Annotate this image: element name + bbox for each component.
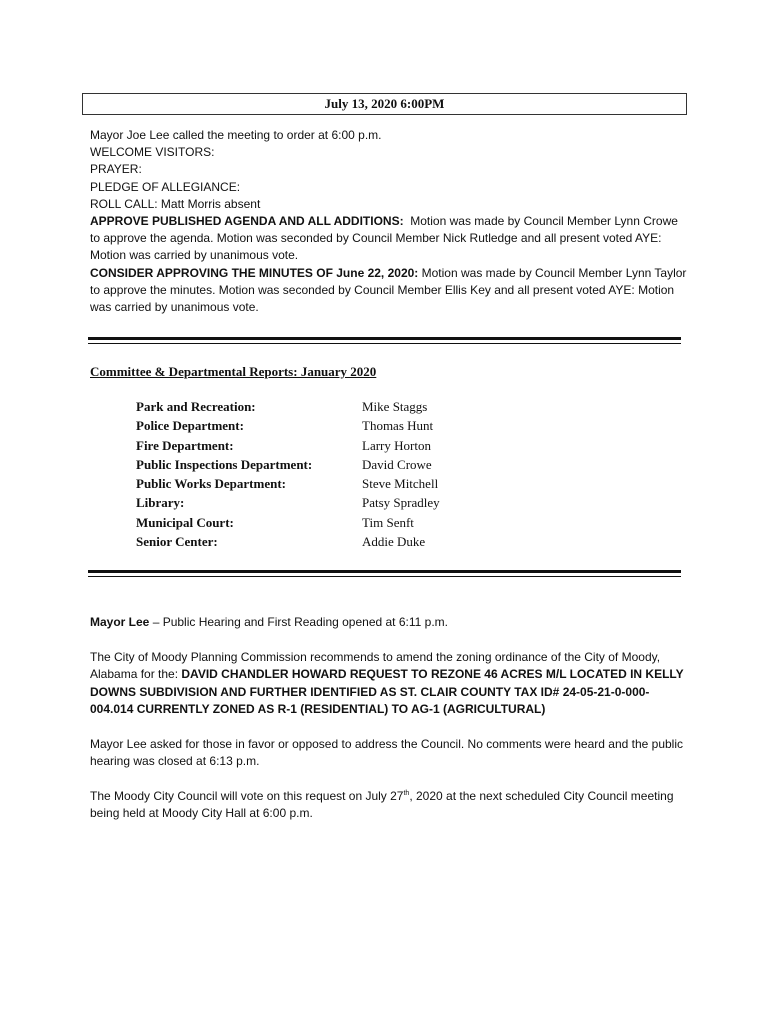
department-name: Public Inspections Department:	[136, 456, 313, 472]
reports-title: Committee & Departmental Reports: January 2020	[90, 364, 377, 379]
section-divider-bottom	[88, 570, 681, 577]
call-to-order: Mayor Joe Lee called the meeting to order at 6:00 p.m.	[90, 128, 382, 142]
public-hearing-section	[90, 614, 690, 840]
comments-paragraph: Mayor Lee asked for those in favor or opposed to address the Council. No comments were heard and the public hearing was closed at 6:13 p.m.	[90, 736, 683, 768]
department-name: Fire Department:	[136, 437, 234, 453]
roll-call: ROLL CALL: Matt Morris absent	[90, 196, 261, 211]
pledge-of-allegiance: PLEDGE OF ALLEGIANCE:	[90, 179, 241, 194]
hearing-opened-text: – Public Hearing and First Reading opened at 6:11 p.m.	[149, 615, 448, 629]
report-row	[136, 474, 562, 493]
agenda-heading: APPROVE PUBLISHED AGENDA AND ALL ADDITIONS:	[90, 214, 404, 229]
report-row	[136, 436, 562, 455]
department-name: Library:	[136, 495, 185, 511]
department-name: Public Works Department:	[136, 476, 286, 492]
department-reporter: Larry Horton	[362, 437, 431, 453]
report-row	[136, 493, 562, 512]
vote-text-before: The Moody City Council will vote on this request on July 27	[90, 788, 404, 803]
department-name: Municipal Court:	[136, 514, 234, 530]
report-row	[136, 455, 562, 474]
department-reporter: Thomas Hunt	[362, 418, 434, 434]
reports-table	[136, 397, 562, 551]
vote-paragraph	[90, 788, 690, 823]
report-row	[136, 513, 562, 532]
department-reporter: Addie Duke	[362, 534, 426, 550]
meeting-minutes	[90, 127, 690, 316]
mayor-label: Mayor Lee	[90, 615, 150, 629]
welcome-visitors: WELCOME VISITORS:	[90, 145, 215, 160]
department-reporter: Tim Senft	[362, 514, 414, 530]
commission-text: The City of Moody Planning Commission recommends to amend the zoning ordinance of the City of Moody, Alabama for the:	[90, 649, 661, 681]
department-reporter: Patsy Spradley	[362, 495, 440, 511]
minutes-approval-paragraph	[90, 265, 690, 317]
minutes-heading: CONSIDER APPROVING THE MINUTES OF June 22, 2020:	[90, 265, 419, 280]
section-divider-top	[88, 337, 681, 344]
meeting-date-header: July 13, 2020 6:00PM	[82, 93, 687, 115]
agenda-text: Motion was made by Council Member Lynn Crowe to approve the agenda. Motion was seconded by Council Member Nick Rutledge and all present voted AYE: Motion was carried by unanimous vote.	[90, 214, 678, 263]
report-row	[136, 397, 562, 416]
report-row	[136, 416, 562, 435]
vote-date-suffix: th	[403, 789, 410, 797]
report-row	[136, 532, 562, 551]
vote-text-after: , 2020 at the next scheduled City Council meeting being held at Moody City Hall at 6:00 p.m.	[90, 788, 674, 820]
prayer: PRAYER:	[90, 162, 142, 177]
department-reporter: Steve Mitchell	[362, 476, 439, 492]
department-reporter: David Crowe	[362, 456, 432, 472]
department-name: Park and Recreation:	[136, 399, 256, 414]
hearing-opened-paragraph	[90, 614, 690, 632]
department-name: Senior Center:	[136, 534, 218, 550]
department-name: Police Department:	[136, 418, 244, 434]
rezoning-request: DAVID CHANDLER HOWARD REQUEST TO REZONE 46 ACRES M/L LOCATED IN KELLY DOWNS SUBDIVISION AND FURTHER IDENTIFIED AS ST. CLAIR COUNTY TAX ID# 24-05-21-0-000-004.014 CURRENTLY ZONED AS R-1 (RESIDENTIAL) TO AG-1 (AGRICULTURAL)	[90, 667, 684, 716]
department-reporter: Mike Staggs	[362, 399, 428, 414]
agenda-paragraph	[90, 213, 690, 265]
minutes-text: Motion was made by Council Member Lynn Taylor to approve the minutes. Motion was seconded by Council Member Ellis Key and all present voted AYE: Motion was carried by unanimous vote.	[90, 265, 687, 315]
commission-paragraph	[90, 649, 690, 719]
